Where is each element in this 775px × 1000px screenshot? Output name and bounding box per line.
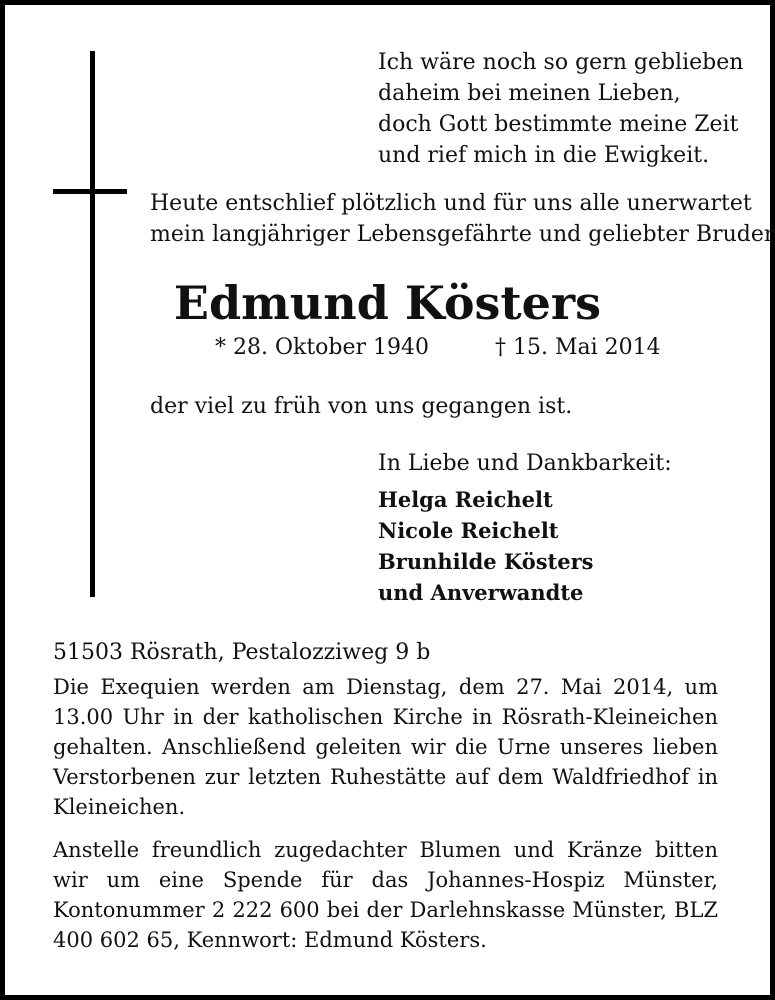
mourner-name: Nicole Reichelt [378, 518, 559, 543]
address: 51503 Rösrath, Pestalozziweg 9 b [53, 640, 431, 665]
mourner-name: Brunhilde Kösters [378, 549, 594, 574]
poem-line: Ich wäre noch so gern geblieben [378, 50, 744, 75]
mourners-list [378, 484, 594, 608]
thanks-line: In Liebe und Dankbarkeit: [378, 451, 672, 476]
poem [378, 47, 758, 171]
deceased-name: Edmund Kösters [173, 276, 602, 330]
mourner-name: und Anverwandte [378, 580, 584, 605]
cross-icon-horizontal-bar [53, 189, 127, 194]
funeral-paragraph: Die Exequien werden am Dienstag, dem 27. Mai 2014, um 13.00 Uhr in der katholischen Kirche in Rösrath-Kleineichen gehalten. Anschließend geleiten wir die Urne unseres lieben Verstorbenen zur letzten Ruhestätte auf dem Waldfriedhof in Kleineichen. [53, 675, 718, 819]
birth-date: * 28. Oktober 1940 [215, 335, 430, 360]
intro-line: mein langjähriger Lebensgefährte und geliebter Bruder [150, 222, 775, 247]
intro-text [150, 188, 775, 250]
death-date: † 15. Mai 2014 [495, 335, 661, 360]
departed-text: der viel zu früh von uns gegangen ist. [150, 394, 573, 419]
mourner-name: Helga Reichelt [378, 487, 553, 512]
donation-paragraph: Anstelle freundlich zugedachter Blumen und Kränze bitten wir um eine Spende für das Johannes-Hospiz Münster, Kontonummer 2 222 600 bei der Darlehnskasse Münster, BLZ 400 602 65, Kennwort: Edmund Kösters. [53, 838, 718, 952]
poem-line: und rief mich in die Ewigkeit. [378, 143, 710, 168]
poem-line: daheim bei meinen Lieben, [378, 81, 681, 106]
poem-line: doch Gott bestimmte meine Zeit [378, 112, 739, 137]
intro-line: Heute entschlief plötzlich und für uns alle unerwartet [150, 191, 752, 216]
